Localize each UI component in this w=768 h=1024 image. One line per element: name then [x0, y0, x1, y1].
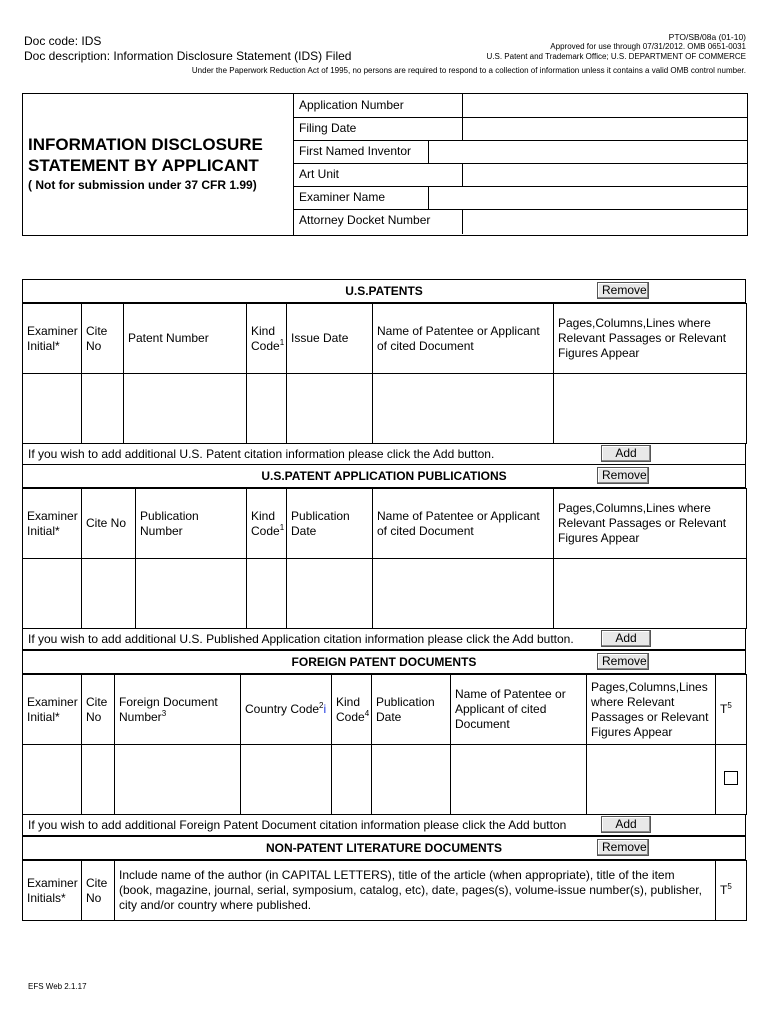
examiner-name-field[interactable]: [428, 186, 747, 209]
us-patents-header: [22, 279, 746, 303]
doc-code: Doc code: IDS: [24, 34, 102, 48]
col-cite-no: Cite No: [82, 304, 124, 374]
col-patent-number: Patent Number: [124, 304, 247, 374]
us-pubs-add-text: If you wish to add additional U.S. Published Application citation information please click the Add button.: [28, 632, 574, 646]
foreign-table: [22, 674, 747, 815]
us-pubs-section: [22, 464, 746, 650]
examiner-initial-input[interactable]: [23, 745, 82, 815]
table-row: [23, 745, 747, 815]
us-patents-title: U.S.PATENTS: [345, 284, 423, 298]
first-named-inventor-label: First Named Inventor: [299, 144, 412, 158]
us-patents-section: [22, 279, 746, 465]
col-t: $T^5$: [716, 675, 747, 745]
filing-date-field[interactable]: [462, 117, 747, 140]
col-cite-no: Cite No: [82, 489, 136, 559]
foreign-add-row: [22, 815, 746, 836]
paperwork-notice: Under the Paperwork Reduction Act of 1995, no persons are required to respond to a collection of information unless it contains a valid OMB control number.: [191, 66, 746, 75]
footer-version: EFS Web 2.1.17: [28, 982, 87, 991]
art-unit-row: [294, 163, 747, 187]
col-publication-number: Publication Number: [136, 489, 247, 559]
col-cite-no: Cite No: [82, 675, 115, 745]
col-pages-columns: Pages,Columns,Lines where Relevant Passages or Relevant Figures Appear: [554, 304, 747, 374]
col-cite-no: Cite No: [82, 861, 115, 921]
examiner-initial-input[interactable]: [23, 374, 82, 444]
col-examiner-initial: Examiner Initial*: [23, 675, 82, 745]
first-named-inventor-field[interactable]: [428, 140, 747, 163]
doc-header-right: [487, 32, 746, 62]
filing-date-row: [294, 117, 747, 141]
col-kind-code: Kind Code$^4$: [332, 675, 372, 745]
us-patents-add-row: [22, 444, 746, 465]
foreign-add-text: If you wish to add additional Foreign Patent Document citation information please click the Add button: [28, 818, 567, 832]
us-pubs-header: [22, 464, 746, 488]
us-pubs-table: [22, 488, 747, 629]
translation-checkbox[interactable]: [724, 771, 738, 785]
col-issue-date: Issue Date: [287, 304, 373, 374]
doc-header-left: [24, 34, 351, 64]
us-patents-remove-button[interactable]: Remove: [597, 282, 649, 299]
foreign-doc-number-input[interactable]: [115, 745, 241, 815]
pages-input[interactable]: [587, 745, 716, 815]
table-header-row: [23, 489, 747, 559]
foreign-header: [22, 650, 746, 674]
col-examiner-initials: Examiner Initials*: [23, 861, 82, 921]
us-patents-add-text: If you wish to add additional U.S. Patent citation information please click the Add button.: [28, 447, 495, 461]
col-npl-description: Include name of the author (in CAPITAL LETTERS), title of the article (when appropriate), title of the item (book, magazine, journal, serial, symposium, catalog, etc), date, pages(s), volume-issue number(s), publisher, city and/or country where published.: [115, 861, 716, 921]
cite-no-input[interactable]: [82, 374, 124, 444]
application-number-row: [294, 94, 747, 118]
col-country-code: Country Code$^2$i: [241, 675, 332, 745]
patentee-input[interactable]: [451, 745, 587, 815]
form-number: PTO/SB/08a (01-10): [668, 32, 746, 42]
col-publication-date: Publication Date: [287, 489, 373, 559]
col-patentee-name: Name of Patentee or Applicant of cited Document: [373, 489, 554, 559]
us-patents-table: [22, 303, 747, 444]
foreign-add-button[interactable]: Add: [601, 816, 651, 833]
first-named-inventor-row: [294, 140, 747, 164]
foreign-section: [22, 650, 746, 836]
attorney-docket-row: [294, 209, 747, 234]
us-pubs-remove-button[interactable]: Remove: [597, 467, 649, 484]
pages-input[interactable]: [554, 374, 747, 444]
country-code-input[interactable]: [241, 745, 332, 815]
foreign-remove-button[interactable]: Remove: [597, 653, 649, 670]
us-patents-add-button[interactable]: Add: [601, 445, 651, 462]
table-header-row: [23, 675, 747, 745]
art-unit-label: Art Unit: [299, 167, 340, 181]
application-number-label: Application Number: [299, 98, 404, 112]
examiner-name-row: [294, 186, 747, 210]
kind-code-input[interactable]: [247, 374, 287, 444]
col-foreign-doc-number: Foreign Document Number$^3$: [115, 675, 241, 745]
col-pages-columns: Pages,Columns,Lines where Relevant Passages or Relevant Figures Appear: [554, 489, 747, 559]
col-kind-code: Kind Code$^1$: [247, 304, 287, 374]
npl-header: [22, 836, 746, 860]
col-kind-code: Kind Code$^1$: [247, 489, 287, 559]
issue-date-input[interactable]: [287, 374, 373, 444]
col-publication-date: Publication Date: [372, 675, 451, 745]
t-cell: [716, 745, 747, 815]
application-number-field[interactable]: [462, 94, 747, 117]
npl-table: [22, 860, 747, 921]
office-text: U.S. Patent and Trademark Office; U.S. DEPARTMENT OF COMMERCE: [486, 52, 746, 61]
table-header-row: [23, 861, 747, 921]
info-icon[interactable]: i: [323, 702, 327, 716]
ids-header-box: [22, 93, 748, 236]
col-t: $T^5$: [716, 861, 747, 921]
form-title-cell: [23, 94, 294, 235]
patent-number-input[interactable]: [124, 374, 247, 444]
kind-code-input[interactable]: [247, 559, 287, 629]
form-title: INFORMATION DISCLOSURE STATEMENT BY APPLICANT: [28, 135, 263, 175]
pages-input[interactable]: [554, 559, 747, 629]
cite-no-input[interactable]: [82, 559, 136, 629]
filing-date-label: Filing Date: [299, 121, 357, 135]
doc-description: Doc description: Information Disclosure Statement (IDS) Filed: [24, 49, 352, 63]
publication-date-input[interactable]: [372, 745, 451, 815]
patentee-input[interactable]: [373, 374, 554, 444]
art-unit-field[interactable]: [462, 163, 747, 186]
col-patentee-name: Name of Patentee or Applicant of cited Document: [451, 675, 587, 745]
col-examiner-initial: Examiner Initial*: [23, 304, 82, 374]
npl-section: [22, 836, 746, 921]
table-row: [23, 559, 747, 629]
col-pages-columns: Pages,Columns,Lines where Relevant Passages or Relevant Figures Appear: [587, 675, 716, 745]
examiner-initial-input[interactable]: [23, 559, 82, 629]
col-examiner-initial: Examiner Initial*: [23, 489, 82, 559]
npl-title: NON-PATENT LITERATURE DOCUMENTS: [266, 841, 502, 855]
npl-remove-button[interactable]: Remove: [597, 839, 649, 856]
examiner-name-label: Examiner Name: [299, 190, 386, 204]
col-patentee-name: Name of Patentee or Applicant of cited Document: [373, 304, 554, 374]
us-pubs-add-row: [22, 629, 746, 650]
form-subtitle: ( Not for submission under 37 CFR 1.99): [28, 178, 257, 192]
approval-text: Approved for use through 07/31/2012. OMB 0651-0031: [550, 42, 746, 51]
attorney-docket-field[interactable]: [462, 209, 747, 234]
us-pubs-title: U.S.PATENT APPLICATION PUBLICATIONS: [261, 469, 507, 483]
table-header-row: [23, 304, 747, 374]
kind-code-input[interactable]: [332, 745, 372, 815]
cite-no-input[interactable]: [82, 745, 115, 815]
publication-number-input[interactable]: [136, 559, 247, 629]
foreign-title: FOREIGN PATENT DOCUMENTS: [291, 655, 477, 669]
us-pubs-add-button[interactable]: Add: [601, 630, 651, 647]
attorney-docket-label: Attorney Docket Number: [299, 213, 431, 227]
publication-date-input[interactable]: [287, 559, 373, 629]
table-row: [23, 374, 747, 444]
patentee-input[interactable]: [373, 559, 554, 629]
